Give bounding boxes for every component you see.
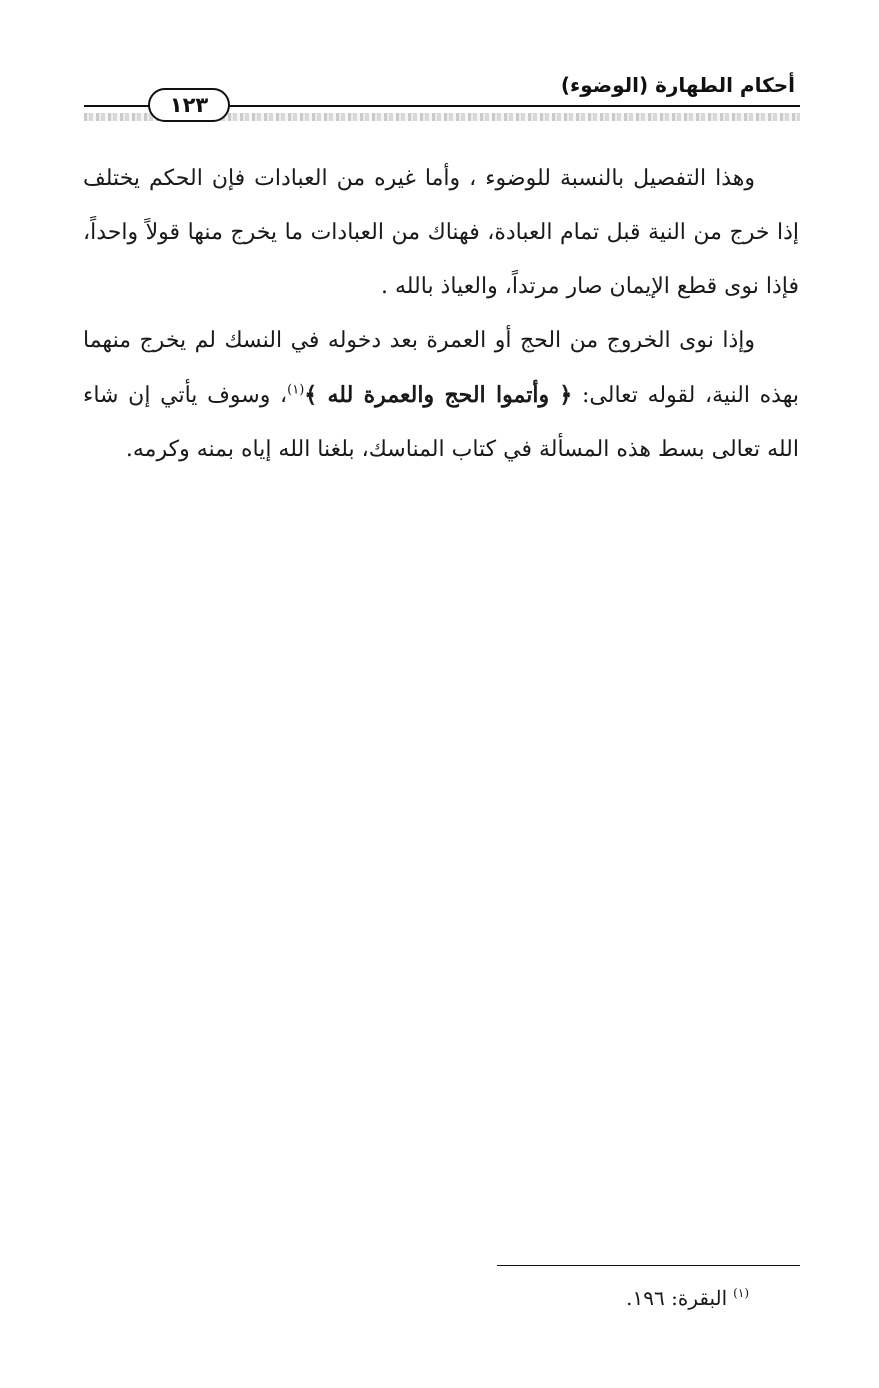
paragraph-1 <box>83 152 799 314</box>
footnote <box>626 1283 749 1313</box>
quran-verse: ﴿ وأتموا الحج والعمرة لله ﴾ <box>304 382 573 408</box>
footnote-reference: (١) <box>287 382 305 398</box>
page-number: ١٢٣ <box>169 93 209 117</box>
running-title: أحكام الطهارة (الوضوء) <box>560 73 795 97</box>
page-number-badge <box>148 88 230 122</box>
footnote-number: (١) <box>733 1286 749 1301</box>
footnote-separator <box>497 1265 800 1266</box>
paragraph-2 <box>83 314 799 477</box>
main-text <box>83 152 799 477</box>
paragraph-1-text: وهذا التفصيل بالنسبة للوضوء ، وأما غيره من العبادات فإن الحكم يختلف إذا خرج من النية قبل تمام العبادة، فهناك من العبادات ما يخرج منها قولاً واحداً، فإذا نوى قطع الإيمان صار مرتداً، والعياذ بالله . <box>83 166 799 299</box>
paragraph-2-text-before: وإذا نوى الخروج من الحج أو العمرة بعد دخوله في النسك لم يخرج منهما بهذه النية، لقوله تعالى: <box>83 328 799 408</box>
paragraph-2-text-after: ، وسوف يأتي إن شاء الله تعالى بسط هذه المسألة في كتاب المناسك، بلغنا الله إياه بمنه وكرمه. <box>83 383 799 462</box>
footnote-text: البقرة: ١٩٦. <box>626 1286 728 1310</box>
